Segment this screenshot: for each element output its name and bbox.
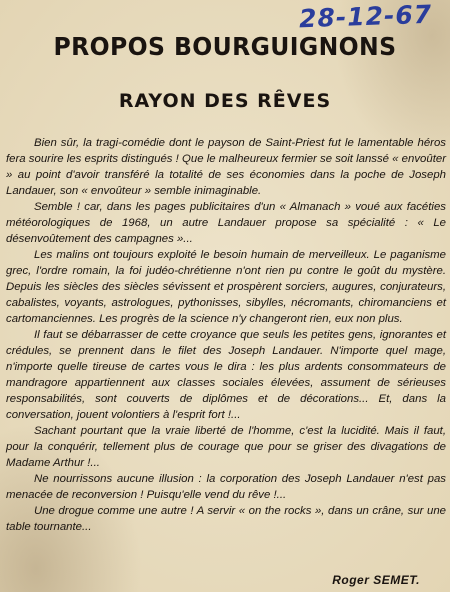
- article-paragraph: Une drogue comme une autre ! A servir « on the rocks », dans un crâne, sur une table tournante...: [6, 505, 446, 533]
- article-paragraph: Il faut se débarrasser de cette croyance que seuls les petites gens, ignorantes et crédules, se prennent dans le filet des Joseph Landauer. N'importe quel mage, n'importe quelle tireuse de cartes vous le dira : les plus ardents consommateurs de mandragore appartiennent aux classes sociales élevées, assument de sérieuses responsabilités, sont couverts de diplômes et de décorations... Et, dans la conversation, jouent volontiers à l'esprit fort !...: [6, 329, 446, 421]
- article-headline: RAYON DES RÊVES: [118, 90, 332, 112]
- column-title: PROPOS BOURGUIGNONS: [53, 32, 397, 61]
- handwritten-date: 28-12-67: [298, 0, 433, 34]
- article-paragraph: Bien sûr, la tragi-comédie dont le payson de Saint-Priest fut le lamentable héros fera sourire les esprits distingués ! Que le malheureux fermier se soit lanssé « envoûter » au point d'avoir transféré la totalité de ses économies dans la poche de Joseph Landauer, son « envoûteur » semble inimaginable.: [6, 137, 447, 197]
- article-body: [6, 135, 446, 535]
- article-paragraph: Sachant pourtant que la vraie liberté de l'homme, c'est la lucidité. Mais il faut, pour la conquérir, tellement plus de courage que pour se griser des divagations de Madame Arthur !...: [6, 425, 446, 469]
- author-signature: Roger SEMET.: [332, 573, 420, 587]
- article-paragraph: Semble ! car, dans les pages publicitaires d'un « Almanach » voué aux facéties météorologiques de 1968, un autre Landauer propose sa spécialité : « Le désenvoûtement des campagnes »...: [6, 201, 446, 245]
- article-paragraph: Les malins ont toujours exploité le besoin humain de merveilleux. Le paganisme grec, l'ordre romain, la foi judéo-chrétienne n'ont rien pu contre le goût du mystère. Depuis les siècles des siècles sévissent et prospèrent sorciers, augures, conjurateurs, cabalistes, voyants, astrologues, pythonisses, sibylles, nécromants, chiromanciens et cartomanciennes. Les progrès de la science n'y changeront rien, eux non plus.: [6, 249, 446, 325]
- article-paragraph: Ne nourrissons aucune illusion : la corporation des Joseph Landauer n'est pas menacée de reconversion ! Puisqu'elle vend du rêve !...: [6, 473, 446, 501]
